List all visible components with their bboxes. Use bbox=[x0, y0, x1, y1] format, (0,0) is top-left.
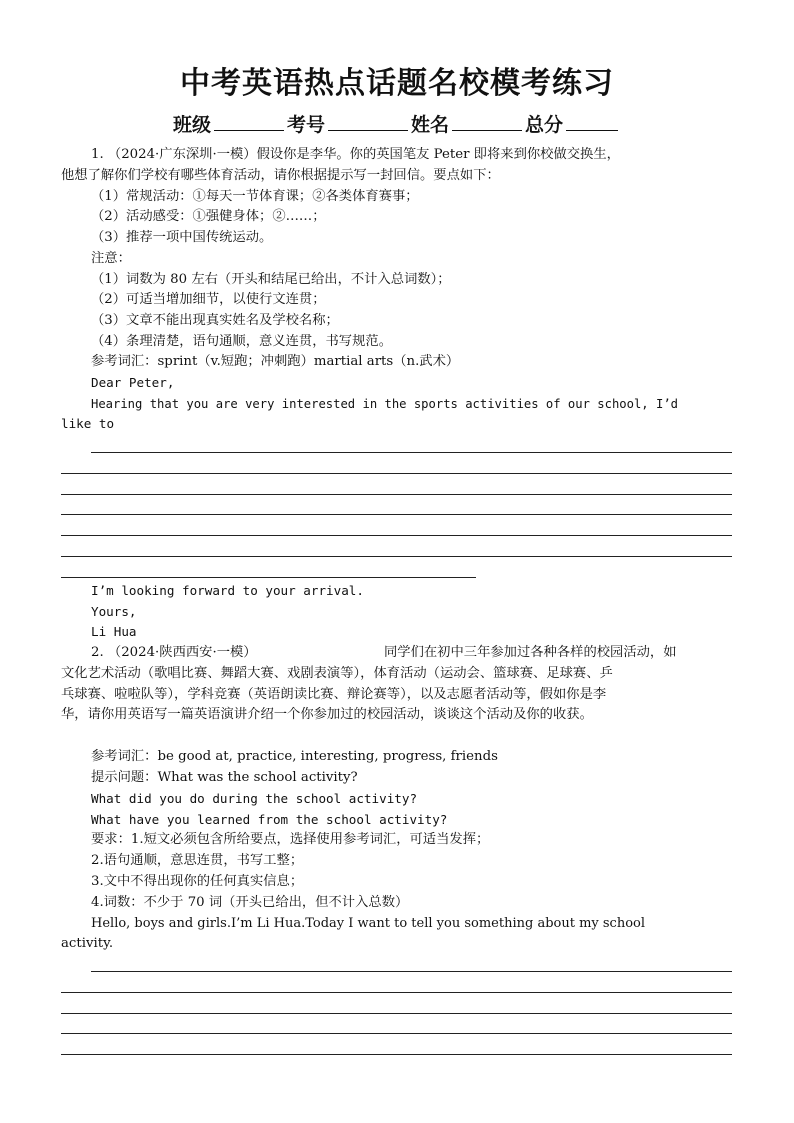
q1-point2: （2）活动感受：①强健身体；②……； bbox=[91, 209, 326, 224]
q2-prompt3: What have you learned from the school activity? bbox=[91, 812, 448, 827]
q1-notice: 注意： bbox=[91, 251, 131, 266]
q1-note2: （2）可适当增加细节，以使行文连贯； bbox=[91, 292, 326, 307]
writing-line[interactable] bbox=[61, 535, 732, 536]
q2-opening-line2: activity. bbox=[61, 936, 114, 951]
q2-prompt1: 提示问题：What was the school activity? bbox=[91, 770, 358, 785]
q2-req3: 3.文中不得出现你的任何真实信息； bbox=[91, 874, 304, 889]
writing-line[interactable] bbox=[91, 971, 732, 972]
q2-req2: 2.语句通顺，意思连贯，书写工整； bbox=[91, 853, 304, 868]
writing-line[interactable] bbox=[61, 992, 732, 993]
writing-line[interactable] bbox=[61, 473, 732, 474]
q1-note3: （3）文章不能出现真实姓名及学校名称； bbox=[91, 313, 339, 328]
q2-prompt2: What did you do during the school activity? bbox=[91, 791, 418, 806]
q1-point1: （1）常规活动：①每天一节体育课；②各类体育赛事； bbox=[91, 189, 419, 204]
q1-vocab: 参考词汇：sprint（v.短跑；冲刺跑）martial arts（n.武术） bbox=[91, 354, 460, 369]
q1-greeting: Dear Peter, bbox=[91, 375, 175, 390]
q2-line1-source: 2. （2024·陕西西安·一模） bbox=[91, 645, 257, 660]
name-blank bbox=[452, 112, 522, 131]
writing-line[interactable] bbox=[91, 452, 732, 453]
writing-line[interactable] bbox=[61, 577, 476, 578]
class-blank bbox=[214, 112, 284, 131]
writing-line[interactable] bbox=[61, 556, 732, 557]
q2-line4: 华，请你用英语写一篇英语演讲介绍一个你参加过的校园活动，谈谈这个活动及你的收获。 bbox=[61, 707, 593, 722]
q2-line1-text: 同学们在初中三年参加过各种各样的校园活动，如 bbox=[384, 645, 677, 660]
q1-line1: 1. （2024·广东深圳·一模）假设你是李华。你的英国笔友 Peter 即将来到你校做交换生， bbox=[91, 147, 620, 162]
q1-note1: （1）词数为 80 左右（开头和结尾已给出，不计入总词数）； bbox=[91, 272, 451, 287]
q1-note4: （4）条理清楚，语句通顺，意义连贯，书写规范。 bbox=[91, 334, 392, 349]
score-label: 总分 bbox=[525, 114, 564, 136]
student-info-header bbox=[0, 110, 794, 137]
q1-closing-line1: I’m looking forward to your arrival. bbox=[91, 583, 364, 598]
name-label: 姓名 bbox=[411, 114, 450, 136]
q1-opening-line1: Hearing that you are very interested in the sports activities of our school, I’d bbox=[91, 397, 678, 411]
q2-vocab: 参考词汇：be good at, practice, interesting, progress, friends bbox=[91, 749, 498, 764]
page-title: 中考英语热点话题名校模考练习 bbox=[180, 66, 614, 101]
exam-no-label: 考号 bbox=[286, 114, 325, 136]
writing-line[interactable] bbox=[61, 1033, 732, 1034]
q2-line2: 文化艺术活动（歌唱比赛、舞蹈大赛、戏剧表演等），体育活动（运动会、篮球赛、足球赛、乒 bbox=[61, 666, 613, 681]
q2-opening-line1: Hello, boys and girls.I’m Li Hua.Today I want to tell you something about my school bbox=[91, 916, 646, 931]
exam-no-blank bbox=[328, 112, 408, 131]
q2-req4: 4.词数：不少于 70 词（开头已给出，但不计入总数） bbox=[91, 895, 409, 910]
writing-line[interactable] bbox=[61, 514, 732, 515]
q1-closing-line2: Yours, bbox=[91, 604, 137, 619]
writing-line[interactable] bbox=[61, 494, 732, 495]
writing-line[interactable] bbox=[61, 1054, 732, 1055]
q2-req1: 要求：1.短文必须包含所给要点，选择使用参考词汇，可适当发挥； bbox=[91, 832, 490, 847]
q2-line3: 乓球赛、啦啦队等），学科竞赛（英语朗读比赛、辩论赛等），以及志愿者活动等，假如你是李 bbox=[61, 687, 607, 702]
score-blank bbox=[566, 112, 618, 131]
q1-line2: 他想了解你们学校有哪些体育活动，请你根据提示写一封回信。要点如下： bbox=[61, 168, 500, 183]
writing-line[interactable] bbox=[61, 1013, 732, 1014]
q1-signature: Li Hua bbox=[91, 624, 137, 639]
q1-opening-line2: like to bbox=[61, 416, 115, 431]
class-label: 班级 bbox=[172, 114, 211, 136]
q1-point3: （3）推荐一项中国传统运动。 bbox=[91, 230, 273, 245]
